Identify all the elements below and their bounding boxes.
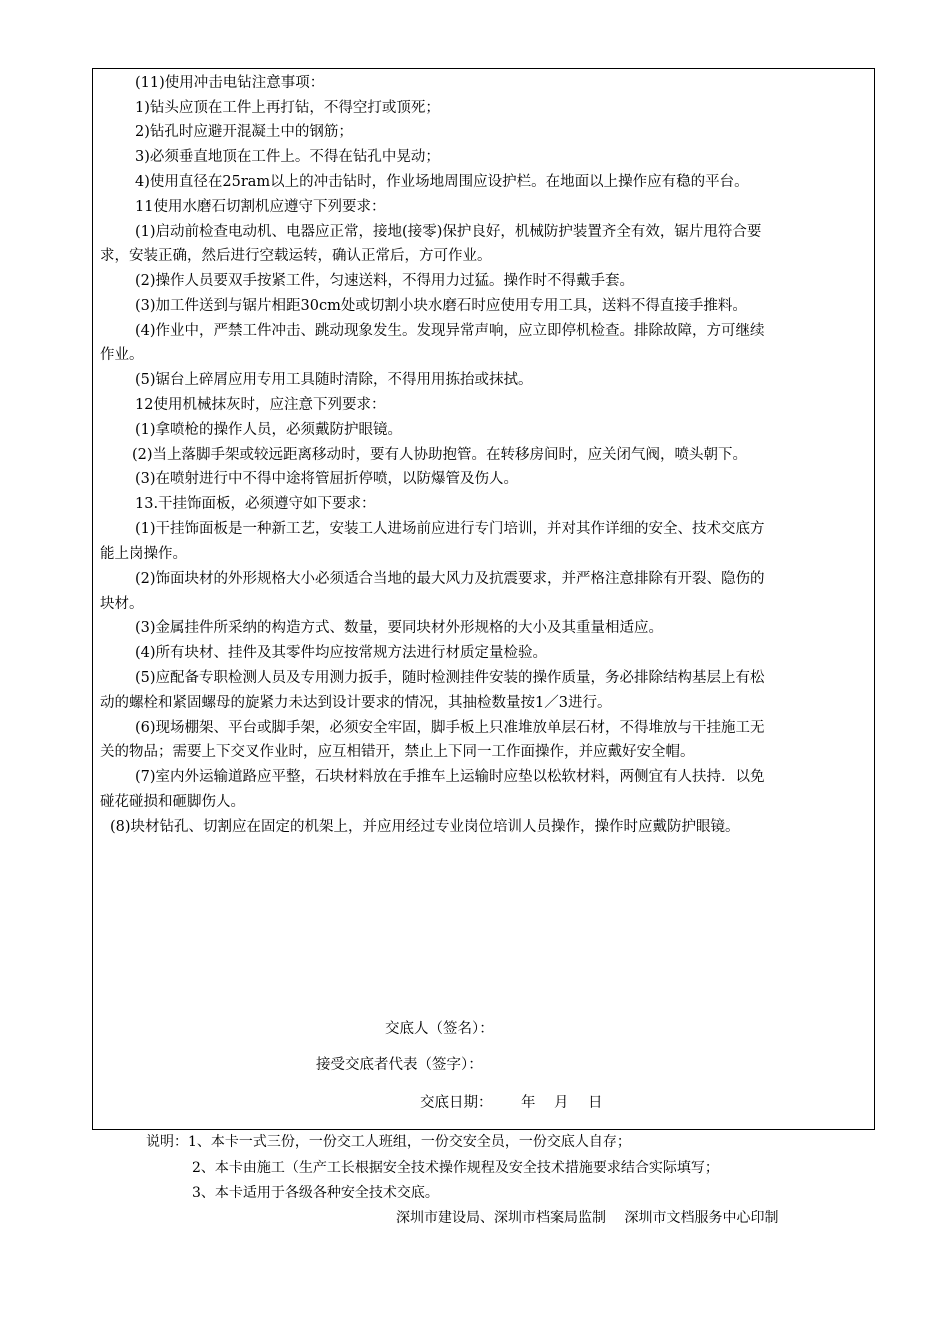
note-line: 说明：1、本卡一式三份，一份交工人班组，一份交安全员，一份交底人自存； [146,1134,631,1150]
body-line: 关的物品；需要上下交叉作业时，应互相错开，禁止上下同一工作面操作，并应戴好安全帽。 [100,744,695,760]
section-heading: 11使用水磨石切割机应遵守下列要求： [135,199,386,215]
body-line: 作业。 [100,347,144,363]
date-day: 日 [588,1095,603,1111]
body-line: (1)干挂饰面板是一种新工艺，安装工人进场前应进行专门培训，并对其作详细的安全、技术交底方 [135,521,765,537]
disclosure-date-label: 交底日期： [420,1095,493,1111]
body-line: (5)锯台上碎屑应用专用工具随时清除，不得用用拣抬或抹拭。 [135,372,533,388]
body-line: (2)当上落脚手架或较远距离移动时，要有人协助抱管。在转移房间时，应关闭气阀，喷头朝下。 [132,447,748,463]
note-line: 2、本卡由施工（生产工长根据安全技术操作规程及安全技术措施要求结合实际填写； [192,1160,719,1176]
body-line: 2)钻孔时应避开混凝土中的钢筋； [135,124,353,140]
body-line: 3)必须垂直地顶在工件上。不得在钻孔中晃动； [135,149,440,165]
section-heading: 13.干挂饰面板，必须遵守如下要求： [135,496,376,512]
body-line: (2)操作人员要双手按紧工件，匀速送料，不得用力过猛。操作时不得戴手套。 [135,273,635,289]
date-year: 年 [521,1095,536,1111]
body-line: (11)使用冲击电钻注意事项： [135,75,325,91]
body-line: (5)应配备专职检测人员及专用测力扳手，随时检测挂件安装的操作质量，务必排除结构基层上有松 [135,670,765,686]
body-line: (3)加工件送到与锯片相距30cm处或切割小块水磨石时应使用专用工具，送料不得直接手推料。 [135,298,747,314]
body-line: (6)现场棚架、平台或脚手架，必须安全牢固，脚手板上只准堆放单层石材，不得堆放与干挂施工无 [135,720,765,736]
body-line: (1)启动前检查电动机、电器应正常，接地(接零)保护良好，机械防护装置齐全有效，锯片甩符合要 [135,224,762,240]
note-line: 3、本卡适用于各级各种安全技术交底。 [192,1185,439,1201]
body-line: 碰花碰损和砸脚伤人。 [100,794,245,810]
body-line: (8)块材钻孔、切割应在固定的机架上，并应用经过专业岗位培训人员操作，操作时应戴防护眼镜。 [110,819,740,835]
body-line: (4)作业中，严禁工件冲击、跳动现象发生。发现异常声响，应立即停机检查。排除故障，方可继续 [135,323,765,339]
section-heading: 12使用机械抹灰时，应注意下列要求： [135,397,386,413]
body-line: 1)钻头应顶在工件上再打钻，不得空打或顶死； [135,100,440,116]
footer-printer: 深圳市建设局、深圳市档案局监制 深圳市文档服务中心印制 [396,1210,779,1226]
presenter-signature-label: 交底人（签名）： [385,1021,494,1037]
body-line: (4)所有块材、挂件及其零件均应按常规方法进行材质定量检验。 [135,645,548,661]
body-line: 块材。 [100,596,144,612]
body-line: 能上岗操作。 [100,546,187,562]
body-line: 4)使用直径在25ram以上的冲击钻时，作业场地周围应设护栏。在地面以上操作应有稳的平台。 [135,174,749,190]
body-line: (7)室内外运输道路应平整，石块材料放在手推车上运输时应垫以松软材料，两侧宜有人扶持．以免 [135,769,765,785]
body-line: 求，安装正确，然后进行空载运转，确认正常后，方可作业。 [100,248,492,264]
body-line: (3)金属挂件所采纳的构造方式、数量，要同块材外形规格的大小及其重量相适应。 [135,620,664,636]
body-line: (3)在喷射进行中不得中途将管屈折停喷，以防爆管及伤人。 [135,471,519,487]
receiver-signature-label: 接受交底者代表（签字）： [316,1057,483,1073]
date-month: 月 [554,1095,569,1111]
body-line: (1)拿喷枪的操作人员，必须戴防护眼镜。 [135,422,403,438]
body-line: (2)饰面块材的外形规格大小必须适合当地的最大风力及抗震要求，并严格注意排除有开裂、隐伤的 [135,571,765,587]
body-line: 动的螺栓和紧固螺母的旋紧力未达到设计要求的情况，其抽检数量按1／3进行。 [100,695,612,711]
